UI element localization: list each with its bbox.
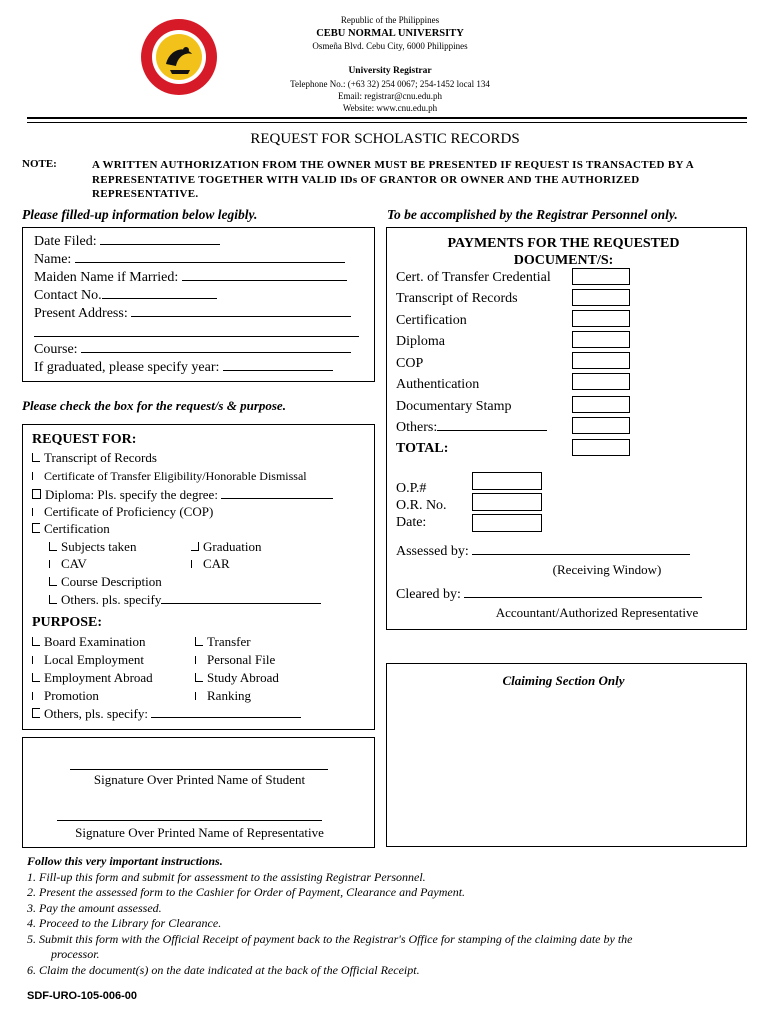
request-certification[interactable] bbox=[32, 521, 110, 537]
instructions bbox=[27, 854, 747, 978]
name-field[interactable] bbox=[75, 252, 345, 263]
pay-box-2[interactable] bbox=[572, 310, 630, 327]
payments-heading-1: PAYMENTS FOR THE REQUESTED bbox=[447, 236, 680, 251]
checkbox[interactable] bbox=[32, 656, 40, 664]
or-label: O.R. No. bbox=[396, 498, 447, 513]
others-field[interactable] bbox=[161, 593, 321, 604]
request-graduation[interactable] bbox=[191, 539, 261, 555]
pay-box-5[interactable] bbox=[572, 373, 630, 390]
date-filed-label: Date Filed: bbox=[34, 234, 97, 249]
rep-signature-label: Signature Over Printed Name of Representative bbox=[75, 825, 324, 840]
maiden-field[interactable] bbox=[182, 270, 347, 281]
label: Others, pls. specify: bbox=[44, 706, 148, 721]
accountant-label: Accountant/Authorized Representative bbox=[495, 605, 699, 620]
purpose-study[interactable] bbox=[195, 670, 279, 686]
payments-heading-2: DOCUMENT/S: bbox=[513, 253, 614, 268]
label: Transcript of Records bbox=[44, 450, 157, 465]
graduated-label: If graduated, please specify year: bbox=[34, 360, 220, 375]
purpose-local[interactable] bbox=[32, 652, 144, 668]
claiming-box bbox=[386, 663, 747, 847]
checkbox[interactable] bbox=[191, 560, 199, 568]
purpose-promotion[interactable] bbox=[32, 688, 99, 704]
university-name: CEBU NORMAL UNIVERSITY bbox=[316, 28, 464, 39]
office-name: University Registrar bbox=[348, 66, 432, 76]
pay-box-3[interactable] bbox=[572, 331, 630, 348]
checkbox[interactable] bbox=[32, 692, 40, 700]
checkbox[interactable] bbox=[32, 673, 40, 682]
pay-item-1: Transcript of Records bbox=[396, 291, 518, 306]
purpose-others[interactable] bbox=[32, 706, 301, 722]
instructions-heading: Follow this very important instructions. bbox=[27, 854, 223, 868]
purpose-others-field[interactable] bbox=[151, 707, 301, 718]
op-label: O.P.# bbox=[396, 481, 427, 496]
page-title: REQUEST FOR SCHOLASTIC RECORDS bbox=[250, 131, 520, 147]
checkbox[interactable] bbox=[49, 560, 57, 568]
checkbox[interactable] bbox=[32, 489, 41, 499]
op-field[interactable] bbox=[472, 472, 542, 490]
degree-field[interactable] bbox=[221, 488, 333, 499]
label: Diploma: Pls. specify the degree: bbox=[45, 487, 218, 502]
label: Subjects taken bbox=[61, 539, 137, 554]
label: Personal File bbox=[207, 652, 276, 667]
payments-heading bbox=[387, 235, 740, 269]
contact-row bbox=[34, 288, 217, 304]
checkbox[interactable] bbox=[195, 673, 203, 682]
university-seal bbox=[140, 18, 218, 96]
request-purpose-box bbox=[22, 424, 375, 730]
course-field[interactable] bbox=[81, 342, 351, 353]
request-car[interactable] bbox=[191, 556, 230, 572]
address-field[interactable] bbox=[131, 306, 351, 317]
graduated-field[interactable] bbox=[223, 360, 333, 371]
address-label: Present Address: bbox=[34, 306, 128, 321]
request-transcript[interactable] bbox=[32, 450, 157, 466]
cleared-field[interactable] bbox=[464, 587, 702, 598]
republic-text: Republic of the Philippines bbox=[340, 15, 440, 25]
pay-box-0[interactable] bbox=[572, 268, 630, 285]
right-heading: To be accomplished by the Registrar Personnel only. bbox=[387, 207, 678, 222]
instruction-2: 2. Present the assessed form to the Cashier for Order of Payment, Clearance and Payment. bbox=[27, 885, 466, 899]
header-rule bbox=[27, 117, 747, 119]
graduated-row bbox=[34, 360, 333, 376]
label: Graduation bbox=[203, 539, 262, 554]
request-cav[interactable] bbox=[49, 556, 87, 572]
rep-signature-line[interactable] bbox=[57, 820, 322, 821]
pay-item-2: Certification bbox=[396, 313, 467, 328]
payments-box bbox=[386, 227, 747, 630]
checkbox[interactable] bbox=[32, 637, 40, 646]
checkbox[interactable] bbox=[49, 595, 57, 604]
website: Website: www.cnu.edu.ph bbox=[342, 103, 438, 113]
date-filed-row bbox=[34, 234, 220, 250]
course-row bbox=[34, 342, 351, 358]
pay-item-4: COP bbox=[396, 356, 424, 371]
total-label: TOTAL: bbox=[396, 441, 449, 456]
checkbox[interactable] bbox=[32, 453, 40, 462]
checkbox[interactable] bbox=[191, 542, 199, 551]
student-info-box bbox=[22, 227, 375, 382]
pay-box-7[interactable] bbox=[572, 417, 630, 434]
date-filed-field[interactable] bbox=[100, 234, 220, 245]
purpose-board[interactable] bbox=[32, 634, 145, 650]
name-label: Name: bbox=[34, 252, 72, 267]
pay-box-1[interactable] bbox=[572, 289, 630, 306]
label: Certificate of Proficiency (COP) bbox=[44, 504, 214, 519]
assessed-field[interactable] bbox=[472, 544, 690, 555]
label: Transfer bbox=[207, 634, 251, 649]
pay-item-3: Diploma bbox=[396, 334, 445, 349]
label: Ranking bbox=[207, 688, 252, 703]
header-rule-thin bbox=[27, 122, 747, 123]
label: Course Description bbox=[61, 574, 162, 589]
checkbox[interactable] bbox=[49, 577, 57, 586]
maiden-row bbox=[34, 270, 347, 286]
note-text: A WRITTEN AUTHORIZATION FROM THE OWNER MUST BE PRESENTED IF REQUEST IS TRANSACTED BY A REPRESENTATIVE TOGETHER WITH VALID IDs OF GRANTOR OR OWNER AND THE AUTHORIZED REPRESENTATIVE. bbox=[92, 159, 694, 200]
request-cop[interactable] bbox=[32, 504, 213, 520]
address-row bbox=[34, 306, 351, 322]
checkbox[interactable] bbox=[32, 523, 40, 533]
student-signature-line[interactable] bbox=[70, 769, 328, 770]
instruction-1: 1. Fill-up this form and submit for assessment to the assisting Registrar Personnel. bbox=[27, 869, 426, 884]
instruction-5-cont: processor. bbox=[51, 947, 100, 961]
label: Employment Abroad bbox=[44, 670, 153, 685]
label: CAR bbox=[203, 556, 230, 571]
purpose-heading: PURPOSE: bbox=[32, 615, 102, 630]
checkbox[interactable] bbox=[195, 692, 203, 700]
label: CAV bbox=[61, 556, 87, 571]
purpose-abroad[interactable] bbox=[32, 670, 153, 686]
others-pay-field[interactable] bbox=[437, 420, 547, 431]
form-code: SDF-URO-105-006-00 bbox=[27, 990, 138, 1002]
cleared-row bbox=[396, 587, 702, 603]
maiden-label: Maiden Name if Married: bbox=[34, 270, 179, 285]
instruction-3: 3. Pay the amount assessed. bbox=[27, 900, 162, 915]
date-field[interactable] bbox=[472, 514, 542, 532]
label: Study Abroad bbox=[207, 670, 279, 685]
instruction-6: 6. Claim the document(s) on the date indicated at the back of the Official Receipt. bbox=[27, 962, 420, 977]
pay-item-0: Cert. of Transfer Credential bbox=[396, 270, 551, 285]
check-heading: Please check the box for the request/s & purpose. bbox=[22, 398, 286, 413]
label: Local Employment bbox=[44, 652, 145, 667]
checkbox[interactable] bbox=[195, 656, 203, 664]
name-row bbox=[34, 252, 345, 268]
total-box[interactable] bbox=[572, 439, 630, 456]
telephone: Telephone No.: (+63 32) 254 0067; 254-1452 local 134 bbox=[290, 79, 490, 89]
assessed-row bbox=[396, 544, 690, 560]
pay-item-7 bbox=[396, 420, 547, 436]
purpose-personal[interactable] bbox=[195, 652, 275, 668]
signature-box bbox=[22, 737, 375, 848]
purpose-transfer[interactable] bbox=[195, 634, 251, 650]
assessed-label: Assessed by: bbox=[396, 544, 469, 559]
request-heading: REQUEST FOR: bbox=[32, 432, 137, 447]
label: Certificate of Transfer Eligibility/Honorable Dismissal bbox=[44, 469, 307, 483]
email: Email: registrar@cnu.edu.ph bbox=[337, 91, 442, 101]
contact-field[interactable] bbox=[102, 288, 217, 299]
label: Certification bbox=[44, 521, 110, 536]
pay-item-6: Documentary Stamp bbox=[396, 399, 512, 414]
course-label: Course: bbox=[34, 342, 78, 357]
address-field-2[interactable] bbox=[34, 336, 359, 337]
pay-box-4[interactable] bbox=[572, 352, 630, 369]
request-diploma[interactable] bbox=[32, 487, 333, 503]
request-subjects[interactable] bbox=[49, 539, 136, 555]
claiming-label: Claiming Section Only bbox=[502, 673, 625, 688]
pay-box-6[interactable] bbox=[572, 396, 630, 413]
date-label: Date: bbox=[396, 515, 427, 530]
instruction-4: 4. Proceed to the Library for Clearance. bbox=[27, 916, 222, 930]
pay-item-5: Authentication bbox=[396, 377, 480, 392]
receiving-window: (Receiving Window) bbox=[552, 562, 662, 577]
others-label: Others: bbox=[396, 420, 438, 435]
university-address: Osmeña Blvd. Cebu City, 6000 Philippines bbox=[312, 41, 468, 51]
contact-label: Contact No. bbox=[34, 288, 102, 303]
left-heading: Please filled-up information below legibly. bbox=[22, 207, 258, 222]
student-signature-label: Signature Over Printed Name of Student bbox=[93, 772, 306, 787]
request-others[interactable] bbox=[49, 592, 321, 608]
or-field[interactable] bbox=[472, 493, 542, 511]
request-cert-transfer[interactable] bbox=[32, 469, 307, 484]
label: Others. pls. specify bbox=[61, 592, 162, 607]
note-label: NOTE: bbox=[22, 158, 57, 170]
label: Promotion bbox=[44, 688, 99, 703]
cleared-label: Cleared by: bbox=[396, 587, 461, 602]
instruction-5: 5. Submit this form with the Official Receipt of payment back to the Registrar's Office for stamping of the claiming date by the bbox=[27, 931, 633, 946]
checkbox[interactable] bbox=[32, 708, 40, 718]
label: Board Examination bbox=[44, 634, 146, 649]
checkbox[interactable] bbox=[195, 637, 203, 646]
request-course-desc[interactable] bbox=[49, 574, 162, 590]
checkbox[interactable] bbox=[49, 542, 57, 551]
purpose-ranking[interactable] bbox=[195, 688, 251, 704]
op-or-labels bbox=[396, 480, 447, 531]
checkbox[interactable] bbox=[32, 508, 40, 516]
checkbox[interactable] bbox=[32, 472, 40, 480]
